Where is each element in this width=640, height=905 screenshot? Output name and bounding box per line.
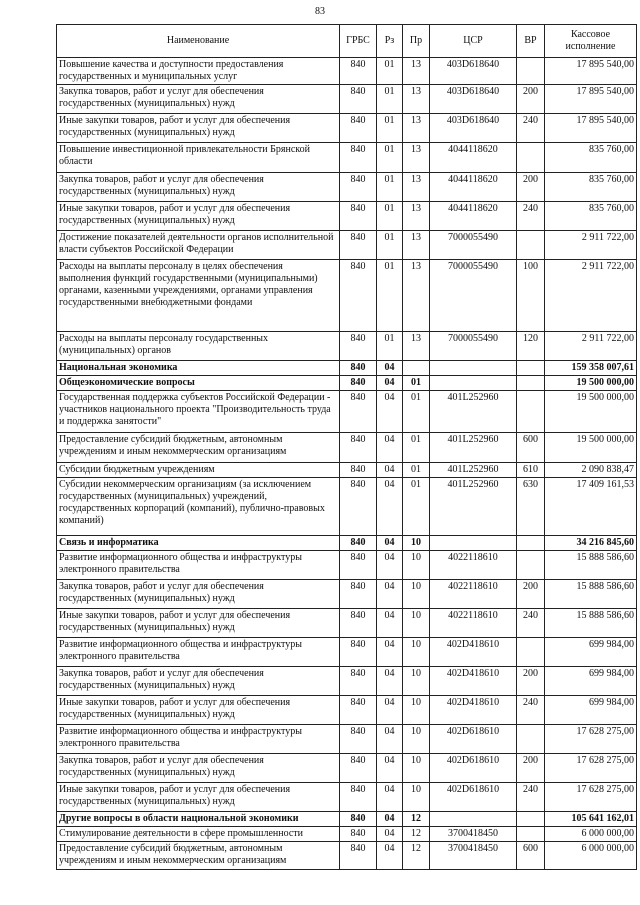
cell-pr: 13 [403,173,430,202]
cell-rz: 04 [377,376,403,391]
cell-grbs: 840 [340,376,377,391]
cell-amount: 17 628 275,00 [545,783,637,812]
cell-name: Иные закупки товаров, работ и услуг для обеспечения государственных (муниципальных) нужд [57,783,340,812]
table-row [57,754,637,783]
cell-vr: 240 [517,202,545,231]
cell-name: Достижение показателей деятельности органов исполнительной власти субъектов Российской Федерации [57,231,340,260]
cell-csr [430,376,517,391]
cell-pr: 12 [403,842,430,870]
cell-pr: 10 [403,783,430,812]
header-name: Наименование [57,25,340,58]
cell-rz: 04 [377,667,403,696]
cell-name: Расходы на выплаты персоналу в целях обеспечения выполнения функций государственными (муниципальными) органами, казенными учреждениями, органами управления государственными внебюджетными фондами [57,260,340,332]
table-row [57,231,637,260]
cell-name: Национальная экономика [57,361,340,376]
cell-rz: 01 [377,332,403,361]
cell-rz: 04 [377,754,403,783]
cell-rz: 04 [377,725,403,754]
cell-csr: 403D618640 [430,85,517,114]
cell-csr: 402D618610 [430,725,517,754]
cell-amount: 19 500 000,00 [545,376,637,391]
table-row [57,391,637,433]
cell-vr: 200 [517,85,545,114]
cell-pr: 01 [403,433,430,463]
cell-pr: 10 [403,725,430,754]
table-row [57,725,637,754]
cell-amount: 15 888 586,60 [545,609,637,638]
cell-csr: 402D618610 [430,754,517,783]
cell-csr: 7000055490 [430,332,517,361]
cell-vr [517,391,545,433]
cell-vr [517,58,545,85]
table-row [57,812,637,827]
cell-pr: 10 [403,696,430,725]
cell-grbs: 840 [340,58,377,85]
cell-rz: 04 [377,609,403,638]
cell-vr: 630 [517,478,545,536]
cell-pr: 13 [403,202,430,231]
cell-csr: 401L252960 [430,433,517,463]
cell-grbs: 840 [340,202,377,231]
cell-name: Другие вопросы в области национальной экономики [57,812,340,827]
header-csr: ЦСР [430,25,517,58]
cell-csr [430,536,517,551]
cell-grbs: 840 [340,332,377,361]
table-row [57,433,637,463]
cell-name: Субсидии бюджетным учреждениям [57,463,340,478]
cell-amount: 835 760,00 [545,202,637,231]
cell-amount: 19 500 000,00 [545,433,637,463]
table-row [57,463,637,478]
cell-vr: 200 [517,173,545,202]
table-row [57,696,637,725]
header-pr: Пр [403,25,430,58]
cell-amount: 17 895 540,00 [545,58,637,85]
cell-pr: 01 [403,376,430,391]
cell-vr: 120 [517,332,545,361]
cell-csr: 403D618640 [430,114,517,143]
cell-name: Закупка товаров, работ и услуг для обеспечения государственных (муниципальных) нужд [57,754,340,783]
cell-csr: 401L252960 [430,391,517,433]
cell-rz: 01 [377,58,403,85]
cell-rz: 01 [377,260,403,332]
cell-rz: 04 [377,463,403,478]
header-row [57,25,637,58]
cell-rz: 04 [377,361,403,376]
header-vr: ВР [517,25,545,58]
cell-csr: 401L252960 [430,463,517,478]
cell-amount: 835 760,00 [545,173,637,202]
cell-grbs: 840 [340,463,377,478]
cell-pr: 13 [403,332,430,361]
cell-pr: 01 [403,478,430,536]
cell-pr: 12 [403,827,430,842]
cell-name: Иные закупки товаров, работ и услуг для обеспечения государственных (муниципальных) нужд [57,696,340,725]
cell-rz: 01 [377,231,403,260]
cell-name: Повышение качества и доступности предоставления государственных и муниципальных услуг [57,58,340,85]
cell-grbs: 840 [340,173,377,202]
cell-grbs: 840 [340,667,377,696]
cell-rz: 04 [377,783,403,812]
cell-name: Иные закупки товаров, работ и услуг для обеспечения государственных (муниципальных) нужд [57,609,340,638]
table-row [57,478,637,536]
cell-vr [517,143,545,173]
cell-vr [517,551,545,580]
cell-vr: 200 [517,667,545,696]
cell-rz: 01 [377,173,403,202]
cell-rz: 04 [377,638,403,667]
cell-amount: 835 760,00 [545,143,637,173]
header-amount: Кассовое исполнение [545,25,637,58]
cell-amount: 2 911 722,00 [545,260,637,332]
cell-csr: 4044118620 [430,202,517,231]
cell-pr: 13 [403,85,430,114]
cell-vr [517,376,545,391]
cell-csr: 7000055490 [430,260,517,332]
cell-csr: 3700418450 [430,827,517,842]
cell-rz: 04 [377,536,403,551]
cell-amount: 17 628 275,00 [545,725,637,754]
table-row [57,580,637,609]
cell-name: Развитие информационного общества и инфраструктуры электронного правительства [57,725,340,754]
cell-vr: 240 [517,696,545,725]
cell-csr: 401L252960 [430,478,517,536]
cell-pr: 13 [403,58,430,85]
table-row [57,58,637,85]
cell-pr: 01 [403,391,430,433]
cell-amount: 2 911 722,00 [545,231,637,260]
cell-csr: 4044118620 [430,173,517,202]
cell-vr [517,827,545,842]
cell-vr: 240 [517,609,545,638]
cell-vr [517,536,545,551]
cell-name: Повышение инвестиционной привлекательности Брянской области [57,143,340,173]
cell-vr: 200 [517,580,545,609]
cell-name: Предоставление субсидий бюджетным, автономным учреждениям и иным некоммерческим организациям [57,433,340,463]
cell-grbs: 840 [340,551,377,580]
cell-csr [430,812,517,827]
cell-grbs: 840 [340,812,377,827]
cell-rz: 04 [377,827,403,842]
cell-grbs: 840 [340,391,377,433]
cell-name: Субсидии некоммерческим организациям (за исключением государственных (муниципальных) учреждений, государственных корпораций (компаний), публично-правовых компаний) [57,478,340,536]
table-row [57,783,637,812]
cell-vr [517,231,545,260]
cell-amount: 15 888 586,60 [545,551,637,580]
cell-rz: 01 [377,143,403,173]
cell-rz: 04 [377,696,403,725]
cell-name: Предоставление субсидий бюджетным, автономным учреждениям и иным некоммерческим организациям [57,842,340,870]
cell-name: Закупка товаров, работ и услуг для обеспечения государственных (муниципальных) нужд [57,580,340,609]
cell-csr: 402D618610 [430,783,517,812]
budget-table [56,24,637,870]
cell-name: Иные закупки товаров, работ и услуг для обеспечения государственных (муниципальных) нужд [57,202,340,231]
cell-vr: 200 [517,754,545,783]
cell-vr [517,725,545,754]
table-row [57,536,637,551]
cell-pr: 01 [403,463,430,478]
cell-amount: 19 500 000,00 [545,391,637,433]
cell-csr: 402D418610 [430,638,517,667]
cell-csr: 4044118620 [430,143,517,173]
cell-pr: 13 [403,231,430,260]
cell-vr: 240 [517,783,545,812]
header-rz: Рз [377,25,403,58]
cell-csr: 4022118610 [430,551,517,580]
cell-vr: 600 [517,433,545,463]
table-body [57,58,637,870]
table-row [57,332,637,361]
cell-name: Развитие информационного общества и инфраструктуры электронного правительства [57,551,340,580]
cell-grbs: 840 [340,231,377,260]
cell-vr: 240 [517,114,545,143]
cell-pr: 10 [403,638,430,667]
cell-rz: 04 [377,812,403,827]
cell-pr: 13 [403,114,430,143]
cell-name: Закупка товаров, работ и услуг для обеспечения государственных (муниципальных) нужд [57,667,340,696]
cell-rz: 04 [377,580,403,609]
cell-rz: 01 [377,85,403,114]
cell-amount: 15 888 586,60 [545,580,637,609]
cell-amount: 2 090 838,47 [545,463,637,478]
table-row [57,173,637,202]
cell-grbs: 840 [340,609,377,638]
cell-pr [403,361,430,376]
cell-amount: 17 895 540,00 [545,85,637,114]
table-row [57,85,637,114]
cell-grbs: 840 [340,260,377,332]
cell-pr: 10 [403,536,430,551]
cell-amount: 17 628 275,00 [545,754,637,783]
cell-csr: 4022118610 [430,609,517,638]
table-row [57,827,637,842]
cell-amount: 699 984,00 [545,638,637,667]
cell-name: Государственная поддержка субъектов Российской Федерации - участников национального проекта "Производительность труда и поддержка занятости" [57,391,340,433]
cell-csr: 403D618640 [430,58,517,85]
cell-pr: 13 [403,260,430,332]
cell-name: Расходы на выплаты персоналу государственных (муниципальных) органов [57,332,340,361]
cell-csr: 7000055490 [430,231,517,260]
cell-pr: 10 [403,551,430,580]
page-number: 83 [315,6,325,17]
cell-amount: 17 895 540,00 [545,114,637,143]
cell-csr: 3700418450 [430,842,517,870]
table-row [57,551,637,580]
cell-csr: 402D418610 [430,696,517,725]
cell-grbs: 840 [340,361,377,376]
table-row [57,143,637,173]
cell-csr: 4022118610 [430,580,517,609]
cell-amount: 699 984,00 [545,667,637,696]
cell-rz: 01 [377,202,403,231]
cell-grbs: 840 [340,580,377,609]
cell-csr [430,361,517,376]
table-row [57,842,637,870]
cell-pr: 13 [403,143,430,173]
cell-amount: 6 000 000,00 [545,842,637,870]
cell-vr: 100 [517,260,545,332]
cell-rz: 04 [377,842,403,870]
cell-amount: 159 358 007,61 [545,361,637,376]
cell-vr: 600 [517,842,545,870]
cell-name: Закупка товаров, работ и услуг для обеспечения государственных (муниципальных) нужд [57,85,340,114]
cell-name: Закупка товаров, работ и услуг для обеспечения государственных (муниципальных) нужд [57,173,340,202]
cell-amount: 6 000 000,00 [545,827,637,842]
cell-grbs: 840 [340,725,377,754]
cell-rz: 04 [377,433,403,463]
cell-vr: 610 [517,463,545,478]
cell-grbs: 840 [340,478,377,536]
table-row [57,609,637,638]
table-row [57,260,637,332]
cell-grbs: 840 [340,433,377,463]
cell-vr [517,638,545,667]
table-row [57,376,637,391]
cell-name: Развитие информационного общества и инфраструктуры электронного правительства [57,638,340,667]
cell-amount: 699 984,00 [545,696,637,725]
cell-grbs: 840 [340,114,377,143]
table-row [57,638,637,667]
cell-grbs: 840 [340,143,377,173]
cell-pr: 12 [403,812,430,827]
cell-csr: 402D418610 [430,667,517,696]
cell-rz: 04 [377,391,403,433]
cell-pr: 10 [403,609,430,638]
cell-grbs: 840 [340,842,377,870]
cell-grbs: 840 [340,536,377,551]
cell-amount: 17 409 161,53 [545,478,637,536]
table-row [57,361,637,376]
cell-grbs: 840 [340,754,377,783]
cell-amount: 105 641 162,01 [545,812,637,827]
cell-vr [517,361,545,376]
cell-name: Общеэкономические вопросы [57,376,340,391]
cell-pr: 10 [403,754,430,783]
cell-grbs: 840 [340,827,377,842]
cell-name: Связь и информатика [57,536,340,551]
header-grbs: ГРБС [340,25,377,58]
cell-rz: 04 [377,478,403,536]
table-row [57,114,637,143]
table-row [57,667,637,696]
table-row [57,202,637,231]
cell-rz: 04 [377,551,403,580]
cell-grbs: 840 [340,85,377,114]
cell-pr: 10 [403,580,430,609]
cell-name: Иные закупки товаров, работ и услуг для обеспечения государственных (муниципальных) нужд [57,114,340,143]
cell-grbs: 840 [340,696,377,725]
cell-amount: 34 216 845,60 [545,536,637,551]
cell-name: Стимулирование деятельности в сфере промышленности [57,827,340,842]
cell-vr [517,812,545,827]
cell-pr: 10 [403,667,430,696]
cell-amount: 2 911 722,00 [545,332,637,361]
cell-grbs: 840 [340,638,377,667]
cell-grbs: 840 [340,783,377,812]
cell-rz: 01 [377,114,403,143]
